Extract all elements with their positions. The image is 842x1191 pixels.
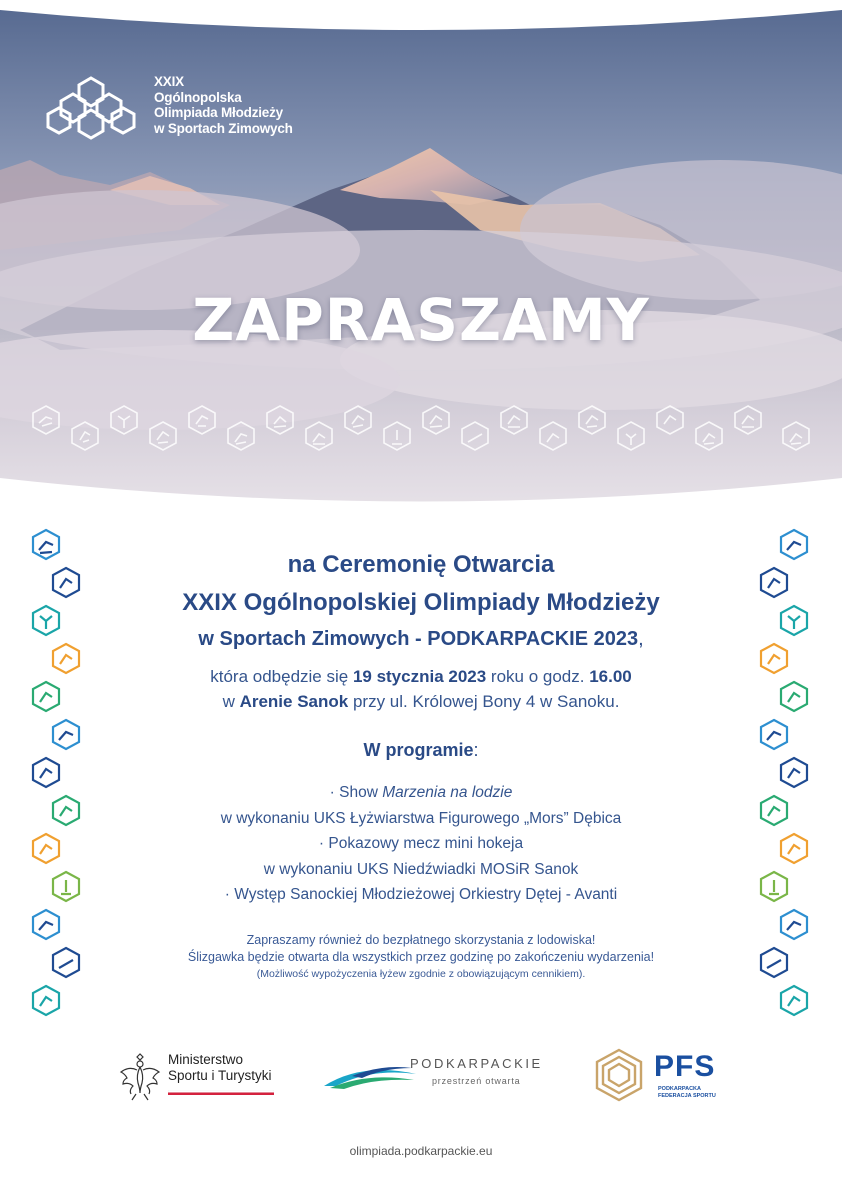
logo-text [154,74,293,136]
sport-hexagon-icon [33,530,59,559]
sport-hexagon-icon [761,872,787,901]
note-line-2: Ślizgawka będzie otwarta dla wszystkich przez godzinę po zakończeniu wydarzenia! [187,950,655,964]
pfs-subtitle-line-1: PODKARPACKA [658,1086,701,1092]
event-time-prefix: roku o godz. [486,667,590,686]
sport-hexagon-icon [781,910,807,939]
logo-line-3: Olimpiada Młodzieży [154,105,283,120]
sport-hexagon-icon [189,406,215,434]
event-time: 16.00 [589,667,632,686]
event-date: 19 stycznia 2023 [352,667,487,686]
sport-hexagon-icon [53,720,79,749]
program-item-1 [100,780,742,806]
sport-hexagon-icon [53,948,79,977]
event-info [100,664,742,714]
sport-pictogram-row [0,398,842,458]
sport-hexagon-icon [33,834,59,863]
program-title [100,738,742,762]
sport-hexagon-icon [761,720,787,749]
event-date-line [100,664,742,689]
invitation-line-3 [100,624,742,654]
podkarpackie-tagline: przestrzeń otwarta [432,1076,521,1086]
event-venue: Arenie Sanok [239,692,349,711]
pfs-subtitle [658,1086,716,1099]
note-line-3: (Możliwość wypożyczenia łyżew zgodnie z obowiązującym cennikiem). [256,968,586,980]
event-address: przy ul. Królowej Bony 4 w Sanoku. [348,692,620,711]
sport-hexagon-icon [267,406,293,434]
wave-logo-icon [322,1056,418,1090]
sport-hexagon-icon [783,422,809,450]
podkarpackie-logo [322,1052,552,1100]
sport-hexagon-icon [781,530,807,559]
sport-hexagon-icon [345,406,371,434]
sport-hexagon-icon [33,682,59,711]
event-venue-prefix: w [222,692,240,711]
ministry-name [168,1052,272,1084]
sport-hexagon-icon [696,422,722,450]
sport-hexagon-icon [150,422,176,450]
event-venue-line [100,689,742,714]
sport-hexagon-icon [33,758,59,787]
sport-hexagon-icon [501,406,527,434]
sport-hexagon-icon [111,406,137,434]
logo-line-1: XXIX [154,74,184,89]
sport-hexagon-icon [781,986,807,1015]
sport-hexagon-icon [33,910,59,939]
sport-hexagon-icon [781,682,807,711]
sport-hexagon-icon [781,606,807,635]
sport-hexagon-icon [735,406,761,434]
sport-hexagon-icon [33,606,59,635]
sport-hexagon-icon [423,406,449,434]
program-title-colon: : [473,740,479,760]
sport-hexagon-icon [228,422,254,450]
hero-title: ZAPRASZAMY [192,286,650,354]
gold-hexagon-icon [592,1048,646,1102]
program-title-text: W programie [363,740,474,760]
sport-hexagon-icon [384,422,410,450]
sport-hexagon-icon [540,422,566,450]
sport-hexagon-icon [53,644,79,673]
invitation-line-3-text: w Sportach Zimowych - PODKARPACKIE 2023 [198,628,639,650]
sport-icons-right-column [756,526,816,1026]
sport-hexagon-icon [33,986,59,1015]
program-item-2: · Pokazowy mecz mini hokeja [318,835,524,852]
sport-hexagon-icon [306,422,332,450]
sport-icons-left-column [26,526,86,1026]
sport-hexagon-icon [33,406,59,434]
program-item-1-detail: w wykonaniu UKS Łyżwiarstwa Figurowego „Mors” Dębica [220,809,622,827]
flag-stripe-icon [168,1090,274,1095]
pfs-subtitle-line-2: FEDERACJA SPORTU [658,1092,716,1099]
sport-hexagon-icon [53,568,79,597]
note-line-1: Zapraszamy również do bezpłatnego skorzystania z lodowiska! [246,933,596,947]
sport-hexagon-icon [761,644,787,673]
sport-hexagon-icon [761,948,787,977]
sport-hexagon-icon [579,406,605,434]
logo-line-4: w Sportach Zimowych [154,120,293,136]
invitation-line-2: XXIX Ogólnopolskiej Olimpiady Młodzieży [182,589,660,616]
program-item-3: · Występ Sanockiej Młodzieżowej Orkiestry Dętej - Avanti [224,886,618,903]
ministry-logo [118,1048,278,1104]
eagle-emblem-icon [118,1048,162,1104]
program-item-1-prefix: · Show [329,784,383,801]
sport-hexagon-icon [462,422,488,450]
sport-hexagon-icon [657,406,683,434]
sport-hexagon-icon [781,758,807,787]
website-link[interactable]: olimpiada.podkarpackie.eu [349,1144,493,1158]
hero-banner [0,0,842,510]
sport-hexagon-icon [72,422,98,450]
logo-line-2: Ogólnopolska [154,89,242,105]
program-item-2-detail: w wykonaniu UKS Niedźwiadki MOSiR Sanok [263,860,579,878]
ministry-name-line-1: Ministerstwo [168,1052,244,1067]
sport-hexagon-icon [53,796,79,825]
sport-hexagon-icon [53,872,79,901]
pfs-logo [592,1046,732,1106]
invitation-line-3-punct: , [638,628,644,650]
ministry-name-line-2: Sportu i Turystyki [168,1068,272,1083]
hexagon-cluster-logo-icon [46,76,136,142]
podkarpackie-name: PODKARPACKIE [410,1056,543,1071]
notes [100,932,742,983]
pfs-name: PFS [654,1050,716,1083]
program-item-1-title: Marzenia na lodzie [382,784,513,801]
sport-hexagon-icon [761,568,787,597]
program-list [100,780,742,908]
sport-hexagon-icon [781,834,807,863]
invitation-line-1: na Ceremonię Otwarcia [287,551,555,578]
event-date-prefix: która odbędzie się [210,667,353,686]
sport-hexagon-icon [618,422,644,450]
sport-hexagon-icon [761,796,787,825]
